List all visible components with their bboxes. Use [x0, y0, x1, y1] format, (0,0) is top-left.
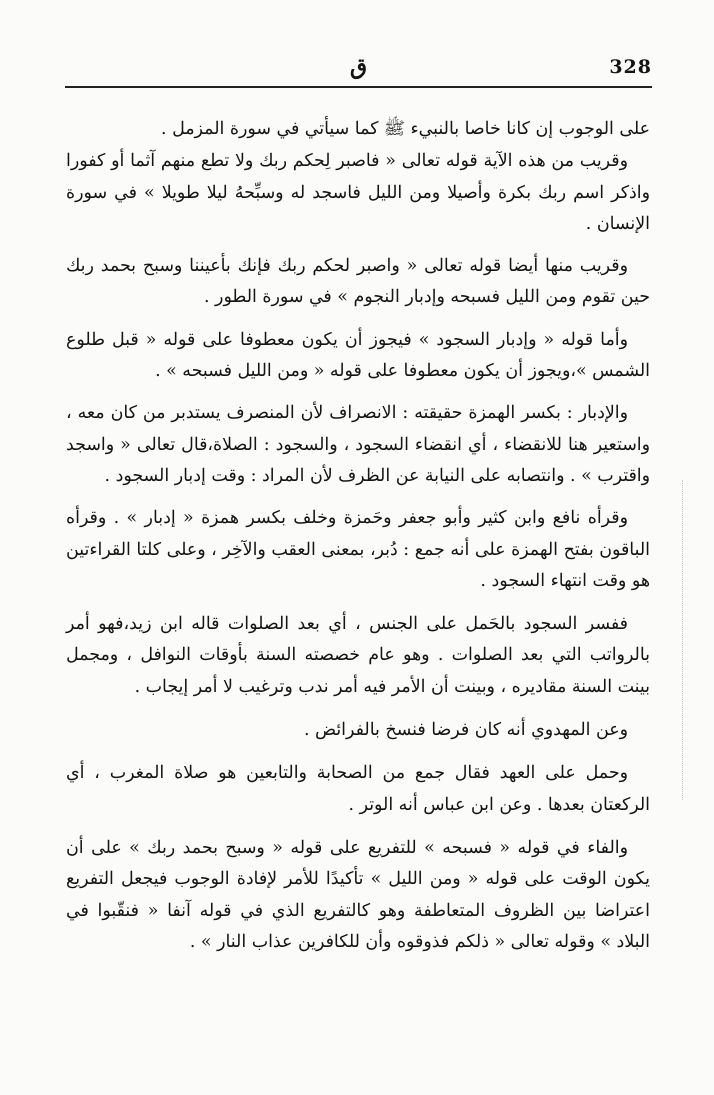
body-text: [66, 114, 650, 958]
paragraph: وقريب منها أيضا قوله تعالى « واصبر لحكم ربك فإنك بأعيننا وسبح بحمد ربك حين تقوم ومن الليل فسبحه وإدبار النجوم » في سورة الطور .: [66, 256, 650, 308]
paragraph: والفاء في قوله « فسبحه » للتفريع على قوله « وسبح بحمد ربك » على أن يكون الوقت على قوله « ومن الليل » تأكيدًا للأمر لإفادة الوجوب فيجعل التفريع اعتراضا بين الظروف المتعاطفة وهو كالتفريع الذي في قوله آنفا « فنقّبوا في البلاد » وقوله تعالى « ذلكم فذوقوه وأن للكافرين عذاب النار » .: [66, 837, 650, 952]
paragraph: وحمل على العهد فقال جمع من الصحابة والتابعين هو صلاة المغرب ، أي الركعتان بعدها . وعن ابن عباس أنه الوتر .: [66, 763, 650, 815]
paragraph: وعن المهدوي أنه كان فرضا فنسخ بالفرائض .: [303, 720, 628, 741]
running-title: ق: [349, 54, 368, 80]
paragraph: وأما قوله « وإدبار السجود » فيجوز أن يكون معطوفا على قوله « قبل طلوع الشمس »،ويجوز أن يكون معطوفا على قوله « ومن الليل فسبحه » .: [66, 329, 650, 382]
page-number: 328: [609, 56, 652, 78]
paragraph: وقريب من هذه الآية قوله تعالى « فاصبر لِحكم ربك ولا تطع منهم آثما أو كفورا واذكر اسم ربك بكرة وأصيلا ومن الليل فاسجد له وسبِّحهُ ليلا طويلا » في سورة الإنسان .: [66, 151, 650, 234]
paragraph: والإدبار : بكسر الهمزة حقيقته : الانصراف لأن المنصرف يستدبر من كان معه ، واستعير هنا للانقضاء ، أي انقضاء السجود ، والسجود : الصلاة،قال تعالى « واسجد واقترب » . وانتصابه على النيابة عن الظرف لأن المراد : وقت إدبار السجود .: [66, 403, 650, 486]
paragraph: وقرأه نافع وابن كثير وأبو جعفر وحَمزة وخلف بكسر همزة « إدبار » . وقرأه الباقون بفتح الهمزة على أنه جمع : دُبر، بمعنى العقب والآخِر ، وعلى كلتا القراءتين هو وقت انتهاء السجود .: [66, 508, 650, 591]
gutter-dotted-line: [682, 480, 685, 800]
page-header: [65, 52, 652, 88]
paragraph: على الوجوب إن كانا خاصا بالنبيء ﷺ كما سيأتي في سورة المزمل .: [161, 119, 650, 139]
paragraph: ففسر السجود بالحَمل على الجنس ، أي بعد الصلوات قاله ابن زيد،فهو أمر بالرواتب التي بعد الصلوات . وهو عام خصصته السنة بأوقات النوافل ، ومجمل بينت السنة مقاديره ، وبينت أن الأمر فيه أمر ندب وترغيب لا أمر إيجاب .: [66, 614, 650, 697]
